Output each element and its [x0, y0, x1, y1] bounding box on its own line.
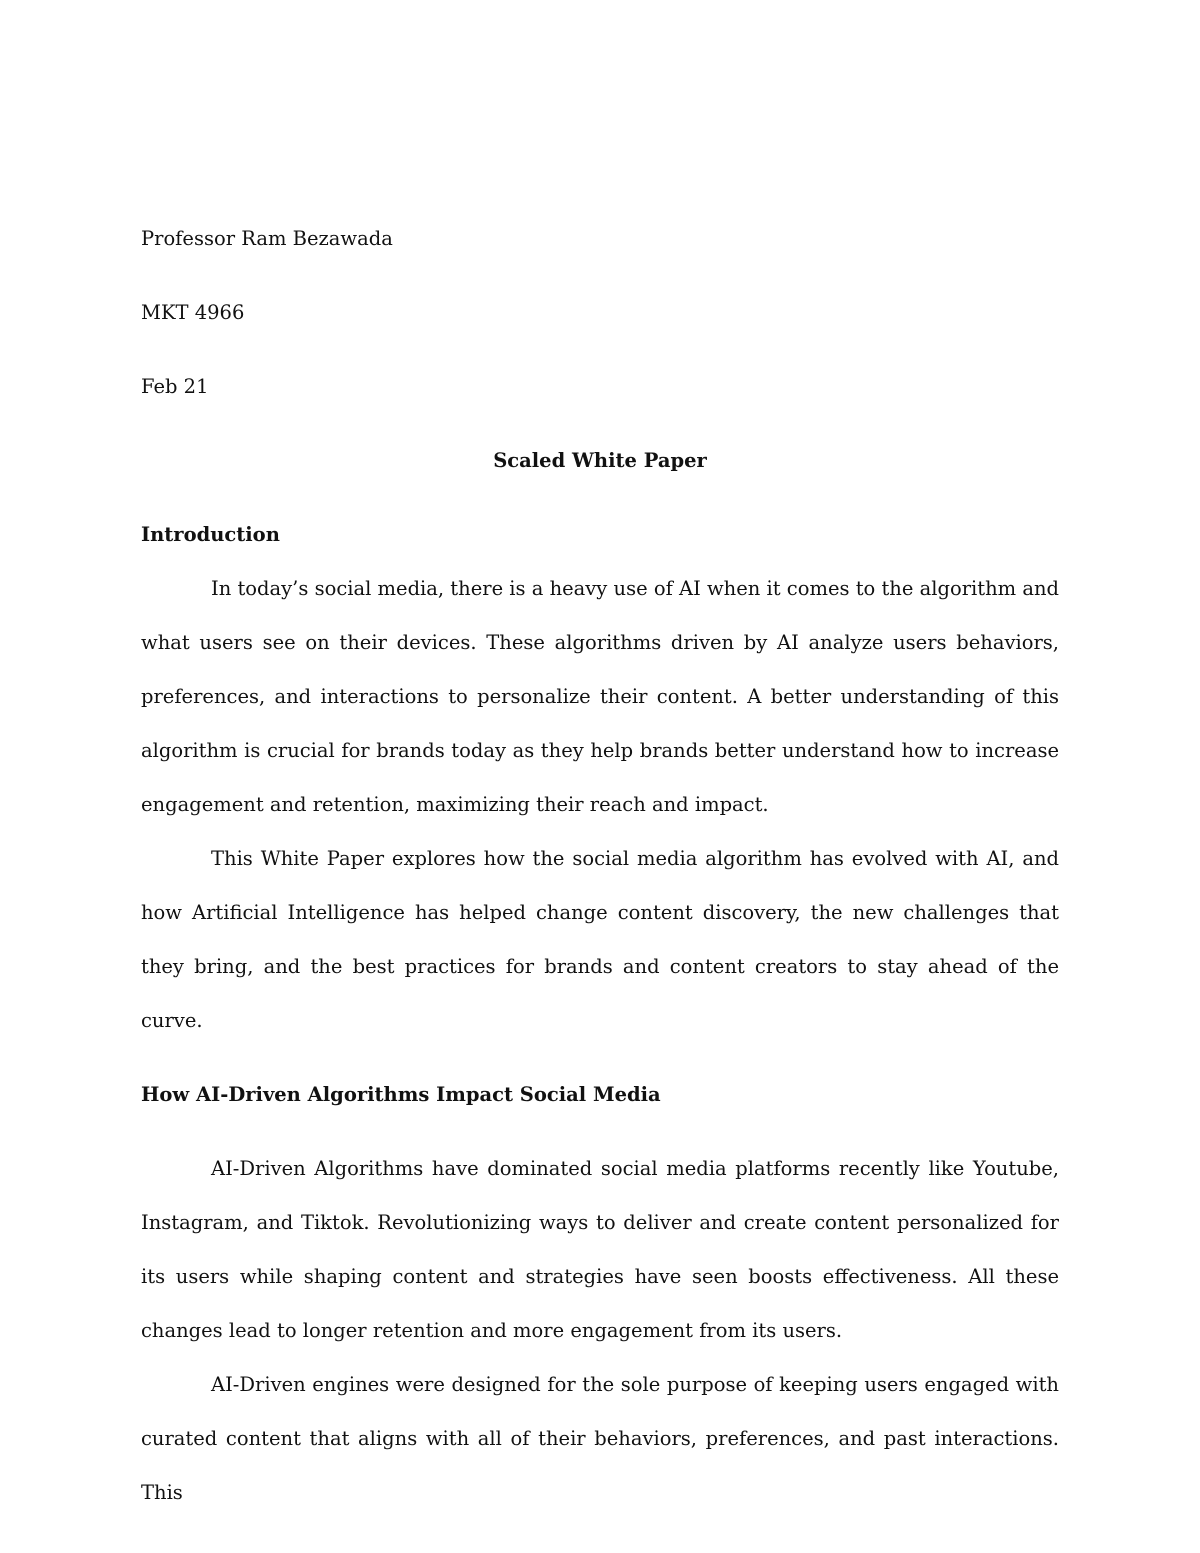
spacer — [141, 266, 1059, 286]
section-heading-ai-algorithms: How AI-Driven Algorithms Impact Social Media — [141, 1083, 661, 1106]
introduction-paragraph-1: In today’s social media, there is a heavy use of AI when it comes to the algorithm and what users see on their devices. These algorithms driven by AI analyze users behaviors, preferences, and interactions to personalize their content. A better understanding of this algorithm is crucial for brands today as they help brands better understand how to increase engagement and retention, maximizing their reach and impact. — [141, 577, 1059, 816]
introduction-paragraph-2: This White Paper explores how the social media algorithm has evolved with AI, and how Artificial Intelligence has helped change content discovery, the new challenges that they bring, and the best practices for brands and content creators to stay ahead of the curve. — [141, 847, 1059, 1032]
document-body — [141, 212, 1059, 1520]
ai-algorithms-paragraph-2: AI-Driven engines were designed for the sole purpose of keeping users engaged with curated content that aligns with all of their behaviors, preferences, and past interactions. This — [141, 1373, 1059, 1504]
spacer — [141, 1048, 1059, 1068]
section-heading-introduction: Introduction — [141, 523, 280, 546]
professor-name: Professor Ram Bezawada — [141, 227, 393, 250]
paper-date: Feb 21 — [141, 375, 209, 398]
spacer — [141, 1122, 1059, 1142]
spacer — [141, 488, 1059, 508]
spacer — [141, 340, 1059, 360]
paper-title: Scaled White Paper — [493, 449, 707, 472]
ai-algorithms-paragraph-1: AI-Driven Algorithms have dominated social media platforms recently like Youtube, Instagram, and Tiktok. Revolutionizing ways to deliver and create content personalized for its users while shaping content and strategies have seen boosts effectiveness. All these changes lead to longer retention and more engagement from its users. — [141, 1157, 1059, 1342]
spacer — [141, 414, 1059, 434]
course-code: MKT 4966 — [141, 301, 245, 324]
